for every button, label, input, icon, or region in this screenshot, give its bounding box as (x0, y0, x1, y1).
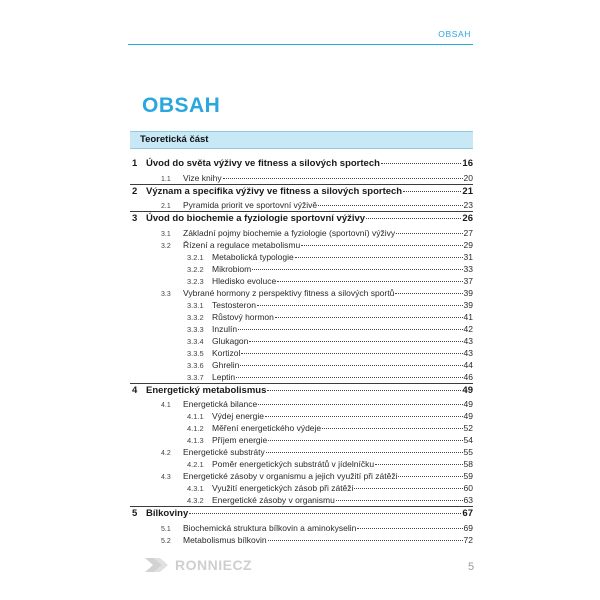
toc-entry-number: 4.2 (161, 450, 171, 457)
toc-dot-leader (241, 352, 462, 354)
toc-dot-leader (318, 204, 462, 206)
toc-entry-number: 3.2.2 (187, 264, 204, 274)
toc-entry-number: 4 (132, 384, 138, 396)
toc-entry-page: 42 (463, 323, 473, 334)
toc-entry-number: 4.2.1 (187, 460, 204, 469)
toc-entry-title: Bílkoviny (146, 508, 189, 519)
toc-entry-page: 43 (463, 335, 473, 346)
toc-entry-title: Kortizol (212, 347, 241, 358)
toc-dot-leader (396, 232, 462, 234)
toc-entry-number: 4.1.2 (187, 424, 204, 433)
toc-entry-page: 26 (462, 213, 473, 224)
toc-dot-leader (252, 268, 462, 270)
toc-dot-leader (375, 463, 462, 465)
toc-entry-page: 58 (463, 459, 473, 469)
toc-entry-page: 31 (463, 251, 473, 262)
toc-entry-page: 16 (462, 158, 473, 169)
toc-entry-page: 21 (462, 185, 473, 197)
toc-entry-title: Energetické substráty (183, 447, 265, 457)
toc-dot-leader (381, 162, 462, 164)
toc-entry-page: 37 (463, 275, 473, 286)
toc-dot-leader (257, 304, 463, 306)
toc-subsection-entry (130, 410, 473, 422)
toc-entry-number: 3.3.4 (187, 336, 204, 346)
page-title: OBSAH (142, 94, 221, 117)
toc-subsection-entry (130, 299, 473, 311)
toc-entry-number: 1.1 (161, 175, 171, 183)
toc-entry-title: Biochemická struktura bílkovin a aminokyselin (183, 522, 357, 533)
toc-entry-title: Mikrobiom (212, 263, 252, 274)
toc-entry-page: 49 (463, 411, 473, 421)
toc-entry-page: 55 (463, 447, 473, 457)
toc-dot-leader (277, 280, 462, 282)
toc-entry-title: Využití energetických zásob při zátěži (212, 483, 354, 493)
toc-entry-title: Výdej energie (212, 411, 264, 421)
toc-entry-page: 72 (463, 534, 473, 545)
toc-dot-leader (266, 451, 463, 453)
toc-dot-leader (268, 439, 462, 441)
toc-entry-number: 3.3.5 (187, 348, 204, 358)
toc-subsection-entry (130, 458, 473, 470)
toc-section-entry (130, 227, 473, 239)
toc-subsection-entry (130, 371, 473, 383)
toc-entry-number: 4.1.3 (187, 436, 204, 445)
toc-dot-leader (249, 340, 462, 342)
toc-dot-leader (403, 190, 461, 192)
section-heading-label: Teoretická část (140, 134, 209, 145)
toc-entry-title: Inzulín (212, 323, 238, 334)
toc-entry-title: Energetická bilance (183, 399, 258, 409)
toc-subsection-entry (130, 347, 473, 359)
toc-entry-number: 3.2.1 (187, 252, 204, 262)
toc-subsection-entry (130, 275, 473, 287)
toc-dot-leader (189, 512, 461, 514)
toc-entry-page: 60 (463, 483, 473, 493)
running-header-title: OBSAH (438, 29, 471, 39)
toc-dot-leader (322, 427, 462, 429)
toc-chapter-entry (130, 211, 473, 227)
toc-chapter-entry (130, 157, 473, 172)
toc-dot-leader (258, 403, 462, 405)
toc-entry-page: 29 (463, 239, 473, 250)
toc-entry-page: 33 (463, 263, 473, 274)
toc-dot-leader (267, 389, 461, 391)
toc-entry-page: 49 (462, 384, 473, 396)
toc-entry-number: 4.3.2 (187, 496, 204, 505)
toc-entry-number: 3.3.7 (187, 372, 204, 382)
toc-entry-number: 3 (132, 213, 138, 224)
toc-entry-title: Hledisko evoluce (212, 275, 277, 286)
toc-entry-page: 39 (463, 299, 473, 310)
toc-entry-title: Energetické zásoby v organismu a jejich využití při zátěži (183, 471, 398, 481)
page-number: 5 (468, 561, 475, 573)
toc-entry-number: 4.3 (161, 474, 171, 481)
toc-entry-number: 5.2 (161, 537, 171, 545)
toc-subsection-entry (130, 311, 473, 323)
publisher-brand: RONNIECZ (175, 557, 253, 573)
toc-entry-number: 2.1 (161, 203, 171, 210)
toc-entry-page: 52 (463, 423, 473, 433)
toc-entry-page: 27 (463, 227, 473, 238)
toc-entry-title: Řízení a regulace metabolismu (183, 239, 301, 250)
toc-subsection-entry (130, 434, 473, 446)
toc-entry-page: 23 (463, 200, 473, 210)
toc-section-entry (130, 398, 473, 410)
toc-section-entry (130, 534, 473, 546)
toc-entry-page: 43 (463, 347, 473, 358)
toc-dot-leader (301, 244, 462, 246)
toc-dot-leader (354, 487, 462, 489)
toc-entry-page: 49 (463, 399, 473, 409)
running-header-rule (128, 44, 473, 45)
toc-entry-title: Energetický metabolismus (146, 384, 267, 396)
toc-dot-leader (336, 499, 463, 501)
logo-chevron-icon (145, 558, 171, 572)
toc-entry-title: Růstový hormon (212, 311, 274, 322)
toc-subsection-entry (130, 335, 473, 347)
toc-section-entry (130, 287, 473, 299)
toc-entry-title: Glukagon (212, 335, 249, 346)
toc-entry-page: 39 (463, 287, 473, 298)
toc-entry-number: 4.1 (161, 402, 171, 409)
toc-entry-title: Příjem energie (212, 435, 268, 445)
toc-dot-leader (295, 256, 463, 258)
toc-entry-title: Energetické zásoby v organismu (212, 495, 335, 505)
toc-entry-number: 4.3.1 (187, 484, 204, 493)
toc-entry-number: 1 (132, 158, 138, 169)
toc-entry-number: 3.3.6 (187, 360, 204, 370)
toc-subsection-entry (130, 494, 473, 506)
toc-dot-leader (238, 328, 462, 330)
toc-chapter-entry (130, 506, 473, 522)
toc-entry-page: 41 (463, 311, 473, 322)
toc-section-entry (130, 239, 473, 251)
toc-entry-page: 54 (463, 435, 473, 445)
toc-entry-title: Vize knihy (183, 172, 222, 183)
toc-entry-page: 59 (463, 471, 473, 481)
toc-section-entry (130, 470, 473, 482)
toc-entry-title: Metabolismus bílkovin (183, 534, 267, 545)
toc-entry-title: Metabolická typologie (212, 251, 294, 262)
table-of-contents (130, 157, 473, 546)
toc-entry-page: 69 (463, 522, 473, 533)
toc-entry-page: 63 (463, 495, 473, 505)
toc-section-entry (130, 172, 473, 184)
toc-dot-leader (366, 217, 461, 219)
toc-dot-leader (265, 415, 463, 417)
toc-entry-title: Význam a specifika výživy ve fitness a silových sportech (146, 185, 403, 197)
toc-dot-leader (357, 527, 462, 529)
toc-entry-number: 3.3 (161, 290, 171, 298)
section-heading-bar (130, 131, 473, 149)
toc-dot-leader (268, 539, 463, 541)
toc-entry-title: Úvod do biochemie a fyziologie sportovní výživy (146, 213, 366, 224)
toc-subsection-entry (130, 251, 473, 263)
toc-entry-title: Testosteron (212, 299, 256, 310)
toc-entry-title: Ghrelin (212, 359, 240, 370)
toc-entry-page: 44 (463, 359, 473, 370)
toc-entry-page: 20 (463, 172, 473, 183)
toc-dot-leader (240, 364, 462, 366)
toc-entry-number: 5 (132, 508, 138, 519)
publisher-logo (145, 557, 252, 573)
toc-subsection-entry (130, 482, 473, 494)
toc-entry-number: 3.1 (161, 230, 171, 238)
toc-subsection-entry (130, 323, 473, 335)
toc-section-entry (130, 522, 473, 534)
toc-entry-title: Měření energetického výdeje (212, 423, 322, 433)
toc-dot-leader (223, 177, 463, 179)
toc-entry-page: 67 (462, 508, 473, 519)
toc-entry-title: Úvod do světa výživy ve fitness a silových sportech (146, 158, 380, 169)
toc-subsection-entry (130, 422, 473, 434)
running-header (128, 31, 473, 45)
toc-dot-leader (236, 376, 462, 378)
toc-entry-title: Leptin (212, 371, 236, 382)
toc-entry-title: Základní pojmy biochemie a fyziologie (sportovní) výživy (183, 227, 396, 238)
toc-entry-number: 3.3.2 (187, 312, 204, 322)
toc-entry-number: 4.1.1 (187, 412, 204, 421)
toc-chapter-entry (130, 184, 473, 200)
toc-entry-title: Vybrané hormony z perspektivy fitness a silových sportů (183, 287, 395, 298)
toc-entry-number: 3.2.3 (187, 276, 204, 286)
toc-section-entry (130, 446, 473, 458)
toc-entry-number: 3.3.3 (187, 324, 204, 334)
toc-section-entry (130, 199, 473, 211)
toc-dot-leader (275, 316, 463, 318)
toc-dot-leader (398, 475, 462, 477)
toc-entry-number: 5.1 (161, 525, 171, 533)
toc-subsection-entry (130, 263, 473, 275)
toc-chapter-entry (130, 383, 473, 399)
toc-entry-number: 2 (132, 185, 138, 197)
toc-dot-leader (395, 292, 462, 294)
toc-entry-title: Poměr energetických substrátů v jídelníčku (212, 459, 375, 469)
toc-entry-page: 46 (463, 371, 473, 382)
toc-subsection-entry (130, 359, 473, 371)
toc-entry-number: 3.2 (161, 242, 171, 250)
toc-entry-number: 3.3.1 (187, 300, 204, 310)
toc-entry-title: Pyramida priorit ve sportovní výživě (183, 200, 318, 210)
